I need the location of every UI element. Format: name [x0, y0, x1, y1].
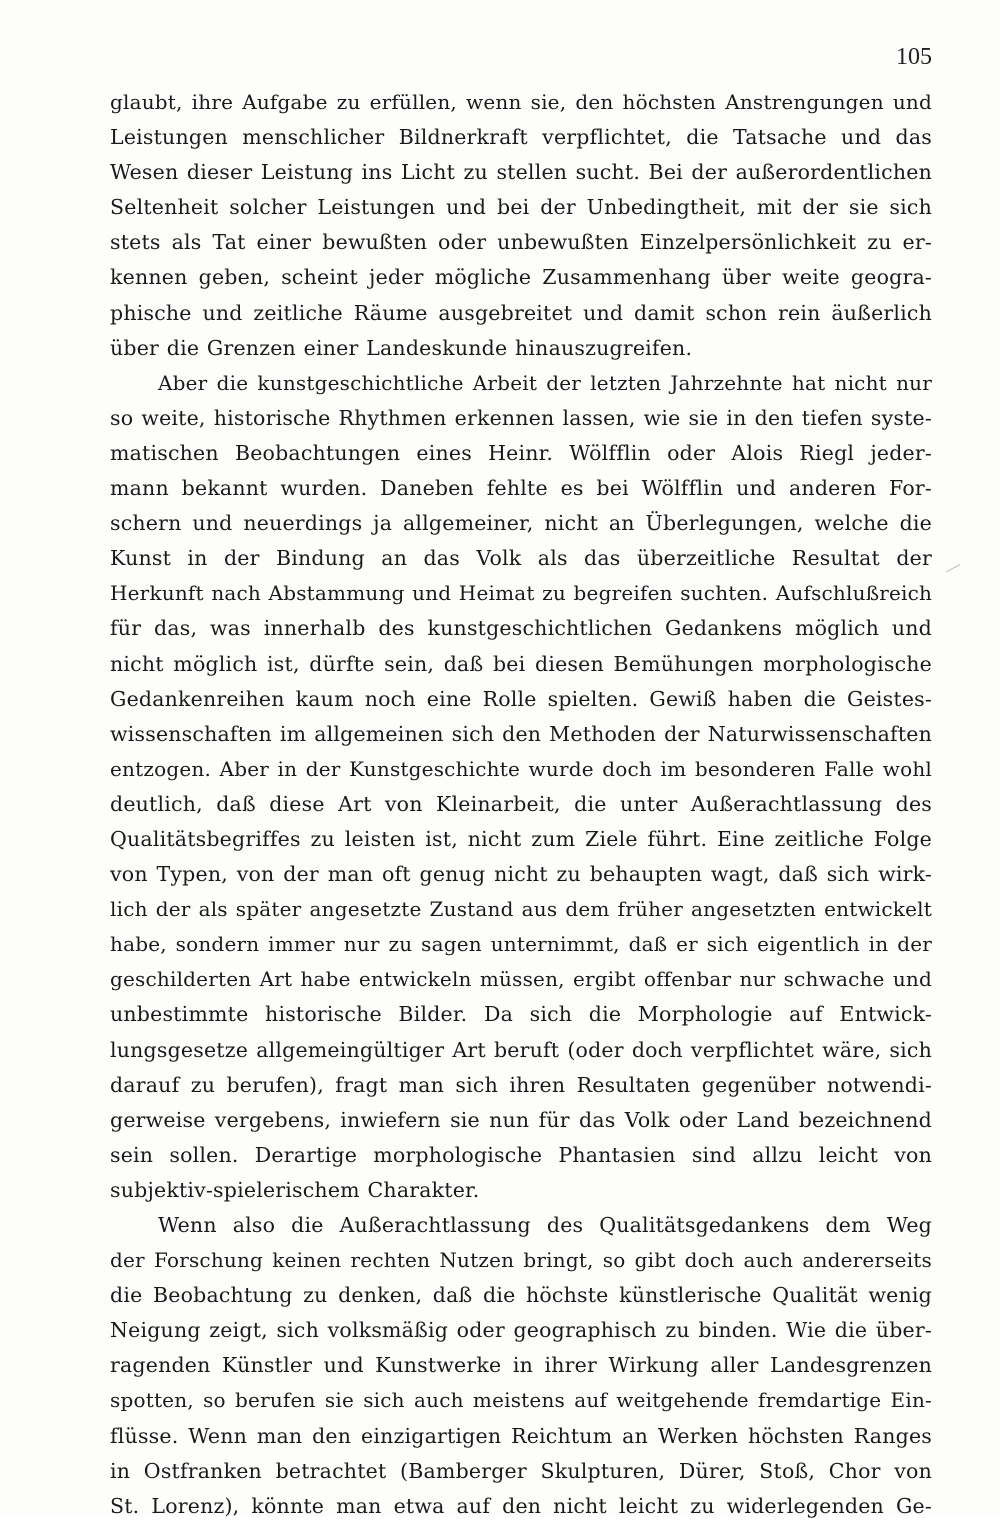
text-line: lich der als später angesetzte Zustand aus dem früher angesetzten entwickelt	[110, 897, 932, 922]
text-line: deutlich, daß diese Art von Kleinarbeit, die unter Außerachtlassung des	[110, 791, 932, 816]
text-line: von Typen, von der man oft genug nicht zu behaupten wagt, daß sich wirk-	[110, 862, 932, 887]
text-line: mann bekannt wurden. Daneben fehlte es bei Wölfflin und anderen For-	[110, 476, 932, 501]
text-line: darauf zu berufen), fragt man sich ihren Resultaten gegenüber notwendi-	[110, 1072, 932, 1097]
text-line: Leistungen menschlicher Bildnerkraft verpflichtet, die Tatsache und das	[110, 125, 932, 150]
text-line: gerweise vergebens, inwiefern sie nun für das Volk oder Land bezeichnend	[110, 1107, 932, 1132]
text-line: Aber die kunstgeschichtliche Arbeit der letzten Jahrzehnte hat nicht nur	[158, 370, 932, 395]
paragraph	[110, 1208, 932, 1524]
text-line: Gedankenreihen kaum noch eine Rolle spielten. Gewiß haben die Geistes-	[110, 686, 932, 711]
text-line: Seltenheit solcher Leistungen und bei der Unbedingtheit, mit der sie sich	[110, 195, 932, 220]
text-line: die Beobachtung zu denken, daß die höchste künstlerische Qualität wenig	[110, 1283, 932, 1308]
text-line: Kunst in der Bindung an das Volk als das überzeitliche Resultat der	[110, 546, 932, 571]
text-line: Neigung zeigt, sich volksmäßig oder geographisch zu binden. Wie die über-	[110, 1318, 932, 1343]
text-line: nicht möglich ist, dürfte sein, daß bei diesen Bemühungen morphologische	[110, 651, 932, 676]
text-line: lungsgesetze allgemeingültiger Art beruft (oder doch verpflichtet wäre, sich	[110, 1037, 932, 1062]
text-line: subjektiv-spielerischem Charakter.	[110, 1177, 480, 1202]
text-line: so weite, historische Rhythmen erkennen lassen, wie sie in den tiefen syste-	[110, 405, 932, 430]
text-line: Wenn also die Außerachtlassung des Qualitätsgedankens dem Weg	[158, 1213, 932, 1237]
text-line: Qualitätsbegriffes zu leisten ist, nicht zum Ziele führt. Eine zeitliche Folge	[110, 826, 932, 851]
text-line: kennen geben, scheint jeder mögliche Zusammenhang über weite geogra-	[110, 265, 932, 290]
text-line: sein sollen. Derartige morphologische Phantasien sind allzu leicht von	[110, 1142, 932, 1167]
paragraph	[110, 366, 932, 1208]
text-line: matischen Beobachtungen eines Heinr. Wölfflin oder Alois Riegl jeder-	[110, 440, 932, 465]
text-line: spotten, so berufen sie sich auch meistens auf weitgehende fremdartige Ein-	[110, 1388, 932, 1413]
text-line: in Ostfranken betrachtet (Bamberger Skulpturen, Dürer, Stoß, Chor von	[110, 1458, 932, 1483]
text-line: flüsse. Wenn man den einzigartigen Reichtum an Werken höchsten Ranges	[110, 1423, 932, 1448]
body-text	[110, 85, 932, 1524]
text-line: schern und neuerdings ja allgemeiner, nicht an Überlegungen, welche die	[110, 511, 932, 536]
text-line: phische und zeitliche Räume ausgebreitet und damit schon rein äußerlich	[110, 300, 932, 325]
text-line: der Forschung keinen rechten Nutzen bringt, so gibt doch auch andererseits	[110, 1248, 932, 1273]
text-line: St. Lorenz), könnte man etwa auf den nicht leicht zu widerlegenden Ge-	[110, 1493, 932, 1518]
text-line: entzogen. Aber in der Kunstgeschichte wurde doch im besonderen Falle wohl	[110, 756, 932, 781]
text-line: habe, sondern immer nur zu sagen unternimmt, daß er sich eigentlich in der	[110, 932, 932, 957]
text-line: glaubt, ihre Aufgabe zu erfüllen, wenn sie, den höchsten Anstrengungen und	[110, 90, 932, 114]
page-number: 105	[896, 44, 932, 70]
paragraph	[110, 85, 932, 366]
text-line: stets als Tat einer bewußten oder unbewußten Einzelpersönlichkeit zu er-	[110, 230, 932, 255]
text-line: geschilderten Art habe entwickeln müssen, ergibt offenbar nur schwache und	[110, 967, 932, 992]
margin-pencil-mark	[946, 564, 966, 583]
text-line: wissenschaften im allgemeinen sich den Methoden der Naturwissenschaften	[110, 721, 932, 746]
text-line: Wesen dieser Leistung ins Licht zu stellen sucht. Bei der außerordentlichen	[110, 160, 932, 185]
text-line: Herkunft nach Abstammung und Heimat zu begreifen suchten. Aufschlußreich	[110, 581, 932, 606]
text-line: ragenden Künstler und Kunstwerke in ihrer Wirkung aller Landesgrenzen	[110, 1353, 932, 1378]
text-line: über die Grenzen einer Landeskunde hinauszugreifen.	[110, 335, 693, 360]
text-line: unbestimmte historische Bilder. Da sich die Morphologie auf Entwick-	[110, 1002, 932, 1027]
text-line: für das, was innerhalb des kunstgeschichtlichen Gedankens möglich und	[110, 616, 932, 641]
